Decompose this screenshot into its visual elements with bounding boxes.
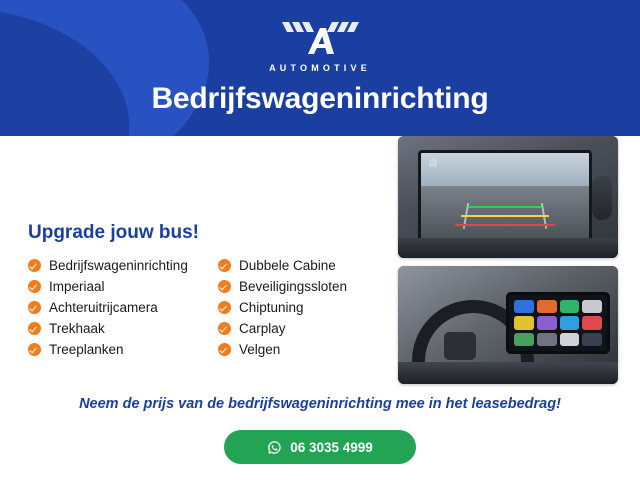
list-item [218, 258, 386, 273]
list-item-label: Treeplanken [49, 342, 124, 357]
features-list-left [28, 258, 196, 363]
display-sky [421, 153, 589, 186]
list-item-label: Imperiaal [49, 279, 105, 294]
list-item [218, 321, 386, 336]
check-icon [28, 322, 41, 335]
brand-wordmark: AUTOMOTIVE [269, 63, 371, 73]
list-item [218, 342, 386, 357]
guide-line-yellow [461, 215, 548, 217]
check-icon [28, 343, 41, 356]
list-item [218, 300, 386, 315]
display-status-icon [429, 159, 437, 167]
display-ground [421, 186, 589, 239]
check-icon [28, 280, 41, 293]
dashboard-lower-trim [398, 362, 618, 384]
list-item [218, 279, 386, 294]
dashboard-lower-trim [398, 238, 618, 258]
list-item-label: Achteruitrijcamera [49, 300, 158, 315]
app-icon [537, 316, 557, 329]
whatsapp-call-label: 06 3035 4999 [290, 439, 373, 455]
dashboard-vent [592, 176, 612, 220]
check-icon [218, 343, 231, 356]
camera-display [418, 150, 592, 242]
steering-wheel-carplay-photo [398, 266, 618, 384]
app-icon [537, 333, 557, 346]
list-item-label: Velgen [239, 342, 281, 357]
list-item [28, 258, 196, 273]
app-icon [514, 300, 534, 313]
list-item [28, 321, 196, 336]
list-item-label: Beveiligingssloten [239, 279, 348, 294]
check-icon [28, 259, 41, 272]
app-icon [560, 300, 580, 313]
list-item [28, 342, 196, 357]
whatsapp-call-button[interactable] [224, 430, 416, 464]
app-icon [582, 316, 602, 329]
check-icon [218, 301, 231, 314]
check-icon [218, 259, 231, 272]
guide-line-green [468, 206, 542, 208]
app-icon [582, 300, 602, 313]
av-automotive-logo-icon [256, 16, 384, 58]
app-icon [560, 316, 580, 329]
section-subtitle: Upgrade jouw bus! [28, 222, 199, 243]
check-icon [218, 322, 231, 335]
features-list-right [218, 258, 386, 363]
app-icon [514, 316, 534, 329]
whatsapp-icon [267, 440, 282, 455]
list-item-label: Bedrijfswageninrichting [49, 258, 188, 273]
steering-wheel-hub [444, 332, 476, 360]
list-item-label: Chiptuning [239, 300, 304, 315]
app-icon [537, 300, 557, 313]
check-icon [218, 280, 231, 293]
lease-tagline: Neem de prijs van de bedrijfswageninrichting mee in het leasebedrag! [79, 396, 561, 412]
carplay-display [506, 292, 610, 354]
page-title: Bedrijfswageninrichting [151, 82, 489, 115]
features-lists [28, 258, 388, 363]
reversing-camera-dashboard-photo [398, 136, 618, 258]
list-item-label: Carplay [239, 321, 286, 336]
list-item-label: Trekhaak [49, 321, 105, 336]
app-icon [514, 333, 534, 346]
list-item [28, 300, 196, 315]
features-section [28, 222, 388, 363]
app-icon [560, 333, 580, 346]
list-item [28, 279, 196, 294]
guide-line-red [455, 224, 556, 226]
brand-logo [0, 16, 640, 73]
check-icon [28, 301, 41, 314]
app-icon [582, 333, 602, 346]
list-item-label: Dubbele Cabine [239, 258, 336, 273]
